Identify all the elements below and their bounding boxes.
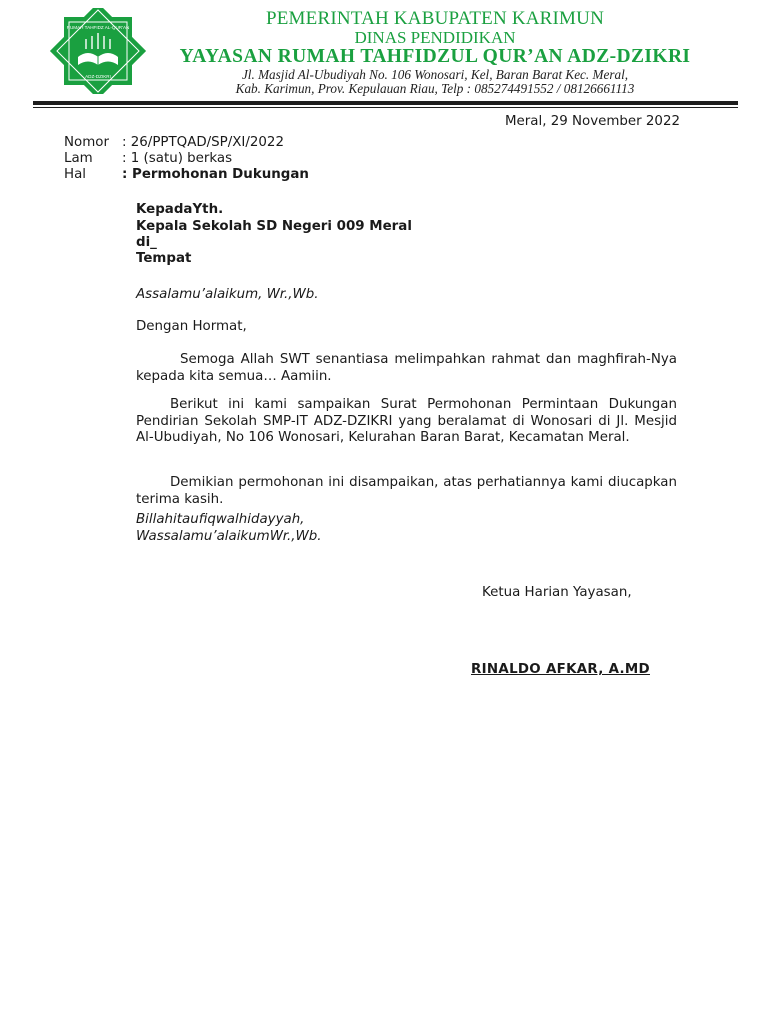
letterhead-foundation: YAYASAN RUMAH TAHFIDZUL QUR’AN ADZ-DZIKRI [179,46,691,67]
closing-line-2: Wassalamu’alaikumWr.,Wb. [136,529,322,544]
meta-value-nomor: : 26/PPTQAD/SP/XI/2022 [122,135,284,150]
place-date: Meral, 29 November 2022 [504,114,680,129]
meta-label-nomor: Nomor [64,135,109,150]
signature-title: Ketua Harian Yayasan, [482,585,632,600]
letterhead-divider-thin [33,107,738,108]
recipient-line-1: KepadaYth. [136,202,224,217]
body-paragraph-3: Demikian permohonan ini disampaikan, atas perhatiannya kami diucapkan terima kasih. [136,475,677,507]
logo-text-bottom: ADZ-DZIKRI [85,74,111,79]
body-paragraph-2: Berikut ini kami sampaikan Surat Permohonan Permintaan Dukungan Pendirian Sekolah SMP-IT ADZ-DZIKRI yang beralamat di Wonosari di Jl. Mesjid Al-Ubudiyah, No 106 Wonosari, Kelurahan Baran Barat, Kecamatan Meral. [136,397,677,445]
letterhead-address-2: Kab. Karimun, Prov. Kepulauan Riau, Telp : 085274491552 / 08126661113 [235,81,635,96]
recipient-line-2: Kepala Sekolah SD Negeri 009 Meral [136,219,412,234]
signature-name: RINALDO AFKAR, A.MD [471,662,650,677]
letterhead-government: PEMERINTAH KABUPATEN KARIMUN [265,8,604,29]
letterhead-department: DINAS PENDIDIKAN [354,28,516,47]
letterhead-address-1: Jl. Masjid Al-Ubudiyah No. 106 Wonosari, Kel, Baran Barat Kec. Meral, [241,67,629,82]
closing-line-1: Billahitaufiqwalhidayyah, [136,512,305,527]
meta-value-lam: : 1 (satu) berkas [122,151,233,166]
logo-text-top: RUMAH TAHFIDZ AL-QUR'AN [66,25,130,30]
body-paragraph-1: Semoga Allah SWT senantiasa melimpahkan rahmat dan maghfirah-Nya kepada kita semua… Aamiin. [136,352,677,384]
recipient-line-3: di_ [136,235,157,250]
salutation: Dengan Hormat, [136,319,247,334]
foundation-logo [44,8,152,94]
meta-value-hal: : Permohonan Dukungan [122,167,309,182]
letterhead-divider-thick [33,101,738,105]
octagram-book-logo-icon [44,8,152,94]
meta-label-hal: Hal [64,167,86,182]
recipient-line-4: Tempat [136,251,192,266]
greeting: Assalamu’alaikum, Wr.,Wb. [136,287,319,302]
meta-label-lam: Lam [64,151,93,166]
